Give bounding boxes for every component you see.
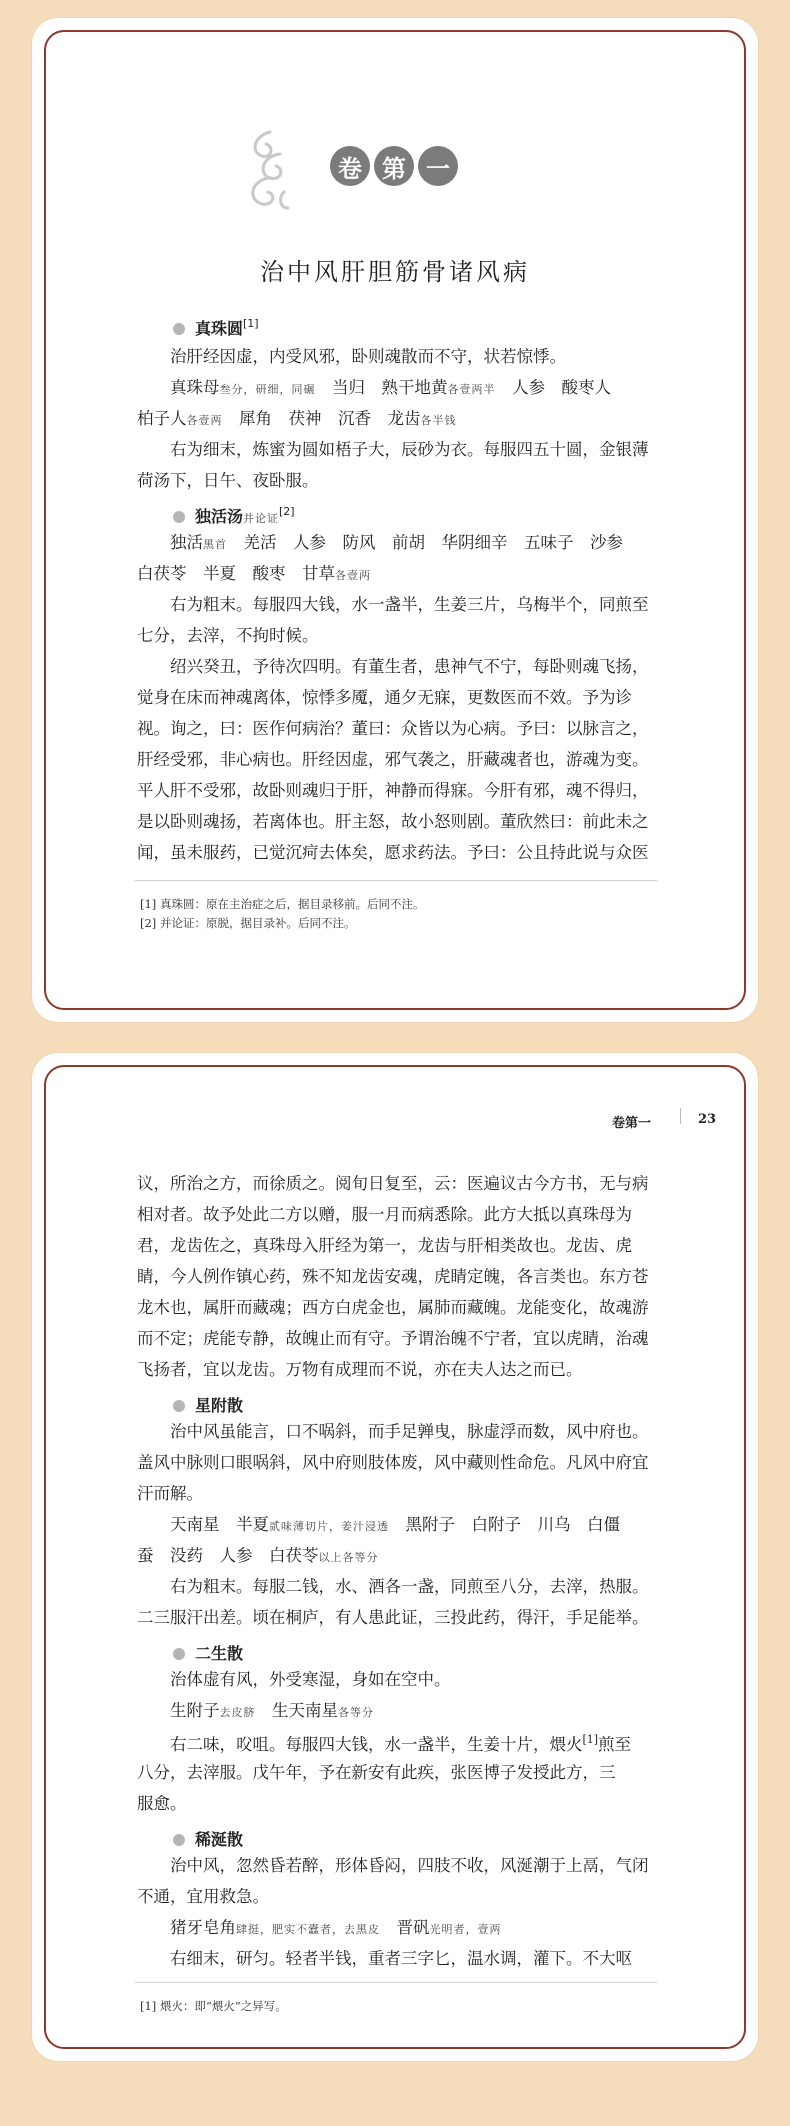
chapter-badges [330, 146, 462, 186]
paragraph-line: 右为细末，炼蜜为圆如梧子大，辰砂为衣。每服四五十圆，金银薄 [170, 440, 649, 459]
ingredient-line: 生附子去皮脐 生天南星各等分 [170, 1701, 374, 1720]
running-header: 卷第一 [612, 1116, 652, 1131]
paragraph-line: 二三服汗出差。顷在桐庐，有人患此证，三投此药，得汗，手足能举。 [137, 1608, 649, 1627]
paragraph-line: 闻，虽未服药，已觉沉疴去体矣，愿求药法。予曰：公且持此说与众医 [137, 843, 649, 862]
section-heading-xixiansan: 稀涎散 [173, 1827, 243, 1850]
paragraph-line: 治体虚有风，外受寒湿，身如在空中。 [170, 1670, 451, 1689]
paragraph-line: 平人肝不受邪，故卧则魂归于肝，神静而得寐。今肝有邪，魂不得归， [137, 781, 649, 800]
section-heading-zhenzhuyuan: 真珠圆[1] [173, 316, 259, 339]
cloud-ornament-icon [240, 126, 292, 212]
footnote: [1] 煨火：即“煨火”之异写。 [140, 1999, 287, 2013]
paragraph-line: 睛，今人例作镇心药，殊不知龙齿安魂，虎睛定魄，各言类也。东方苍 [137, 1267, 649, 1286]
footnote-divider [135, 880, 657, 881]
paragraph-line: 相对者。故予处此二方以赠，服一月而病悉除。此方大抵以真珠母为 [137, 1205, 632, 1224]
ingredient-line: 真珠母叁分，研细，同碾 当归 熟干地黄各壹两半 人参 酸枣人 [170, 378, 611, 397]
section-heading-duhuotang: 独活汤并论证[2] [173, 504, 295, 527]
bullet-dot-icon [173, 1400, 185, 1412]
chapter-char: 一 [418, 146, 458, 186]
paragraph-line: 右二味，㕮咀。每服四大钱，水一盏半，生姜十片，煨火[1]煎至 [170, 1733, 632, 1754]
page-number: 23 [698, 1112, 717, 1127]
chapter-char: 卷 [330, 146, 370, 186]
paragraph-line: 荷汤下，日午、夜卧服。 [137, 471, 319, 490]
paragraph-line: 八分，去滓服。戊午年，予在新安有此疾，张医博子发授此方，三 [137, 1763, 616, 1782]
paragraph-line: 右细末，研匀。轻者半钱，重者三字匕，温水调，灌下。不大呕 [170, 1949, 632, 1968]
bullet-dot-icon [173, 323, 185, 335]
paragraph-line: 不通，宜用救急。 [137, 1887, 269, 1906]
paragraph-line: 飞扬者，宜以龙齿。万物有成理而不说，亦在夫人达之而已。 [137, 1360, 583, 1379]
paragraph-line: 治中风，忽然昏若醉，形体昏闷，四肢不收，风涎潮于上鬲，气闭 [170, 1856, 649, 1875]
paragraph-line: 是以卧则魂扬，若离体也。肝主怒，故小怒则剧。董欣然曰：前此未之 [137, 812, 649, 831]
paragraph-line: 君，龙齿佐之，真珠母入肝经为第一，龙齿与肝相类故也。龙齿、虎 [137, 1236, 632, 1255]
ingredient-line: 猪牙皂角肆挺，肥实不蠹者，去黑皮 晋矾光明者，壹两 [170, 1918, 502, 1937]
footnote: [2] 并论证：原脱，据目录补。后同不注。 [140, 916, 356, 930]
ingredient-line: 独活黑首 羌活 人参 防风 前胡 华阴细辛 五味子 沙参 [170, 533, 623, 552]
footnote: [1] 真珠圆：原在主治症之后，据目录移前。后同不注。 [140, 897, 425, 911]
paragraph-line: 七分，去滓，不拘时候。 [137, 626, 319, 645]
header-divider [680, 1108, 681, 1124]
paragraph-line: 右为粗末。每服四大钱，水一盏半，生姜三片，乌梅半个，同煎至 [170, 595, 649, 614]
paragraph-line: 盖风中脉则口眼㖞斜，风中府则肢体废，风中藏则性命危。凡风中府宜 [137, 1453, 649, 1472]
ingredient-line: 天南星 半夏贰味薄切片，姜汁浸透 黑附子 白附子 川乌 白僵 [170, 1515, 620, 1534]
chapter-title: 治中风肝胆筋骨诸风病 [260, 258, 530, 286]
bullet-dot-icon [173, 1648, 185, 1660]
paragraph-line: 服愈。 [137, 1794, 187, 1813]
bullet-dot-icon [173, 1834, 185, 1846]
paragraph-line: 觉身在床而神魂离体，惊悸多魇，通夕无寐，更数医而不效。予为诊 [137, 688, 632, 707]
paragraph-line: 肝经受邪，非心病也。肝经因虚，邪气袭之，肝藏魂者也，游魂为变。 [137, 750, 649, 769]
paragraph-line: 治肝经因虚，内受风邪，卧则魂散而不守，状若惊悸。 [170, 347, 566, 366]
footnote-divider [135, 1982, 657, 1983]
bullet-dot-icon [173, 511, 185, 523]
ingredient-line: 白茯苓 半夏 酸枣 甘草各壹两 [137, 564, 371, 583]
paragraph-line: 议，所治之方，而徐质之。阅旬日复至，云：医遍议古今方书，无与病 [137, 1174, 649, 1193]
section-heading-ershengsan: 二生散 [173, 1641, 243, 1664]
paragraph-line: 龙木也，属肝而藏魂；西方白虎金也，属肺而藏魄。龙能变化，故魂游 [137, 1298, 649, 1317]
paragraph-line: 视。询之，曰：医作何病治？董曰：众皆以为心病。予曰：以脉言之， [137, 719, 649, 738]
paragraph-line: 绍兴癸丑，予待次四明。有董生者，患神气不宁，每卧则魂飞扬， [170, 657, 649, 676]
paragraph-line: 而不定；虎能专静，故魄止而有守。予谓治魄不宁者，宜以虎睛，治魂 [137, 1329, 649, 1348]
chapter-char: 第 [374, 146, 414, 186]
paragraph-line: 治中风虽能言，口不㖞斜，而手足亸曳，脉虚浮而数，风中府也。 [170, 1422, 649, 1441]
ingredient-line: 蚕 没药 人参 白茯苓以上各等分 [137, 1546, 379, 1565]
paragraph-line: 右为粗末。每服二钱，水、酒各一盏，同煎至八分，去滓，热服。 [170, 1577, 649, 1596]
ingredient-line: 柏子人各壹两 犀角 茯神 沉香 龙齿各半钱 [137, 409, 457, 428]
paragraph-line: 汗而解。 [137, 1484, 203, 1503]
section-heading-xingfusan: 星附散 [173, 1393, 243, 1416]
